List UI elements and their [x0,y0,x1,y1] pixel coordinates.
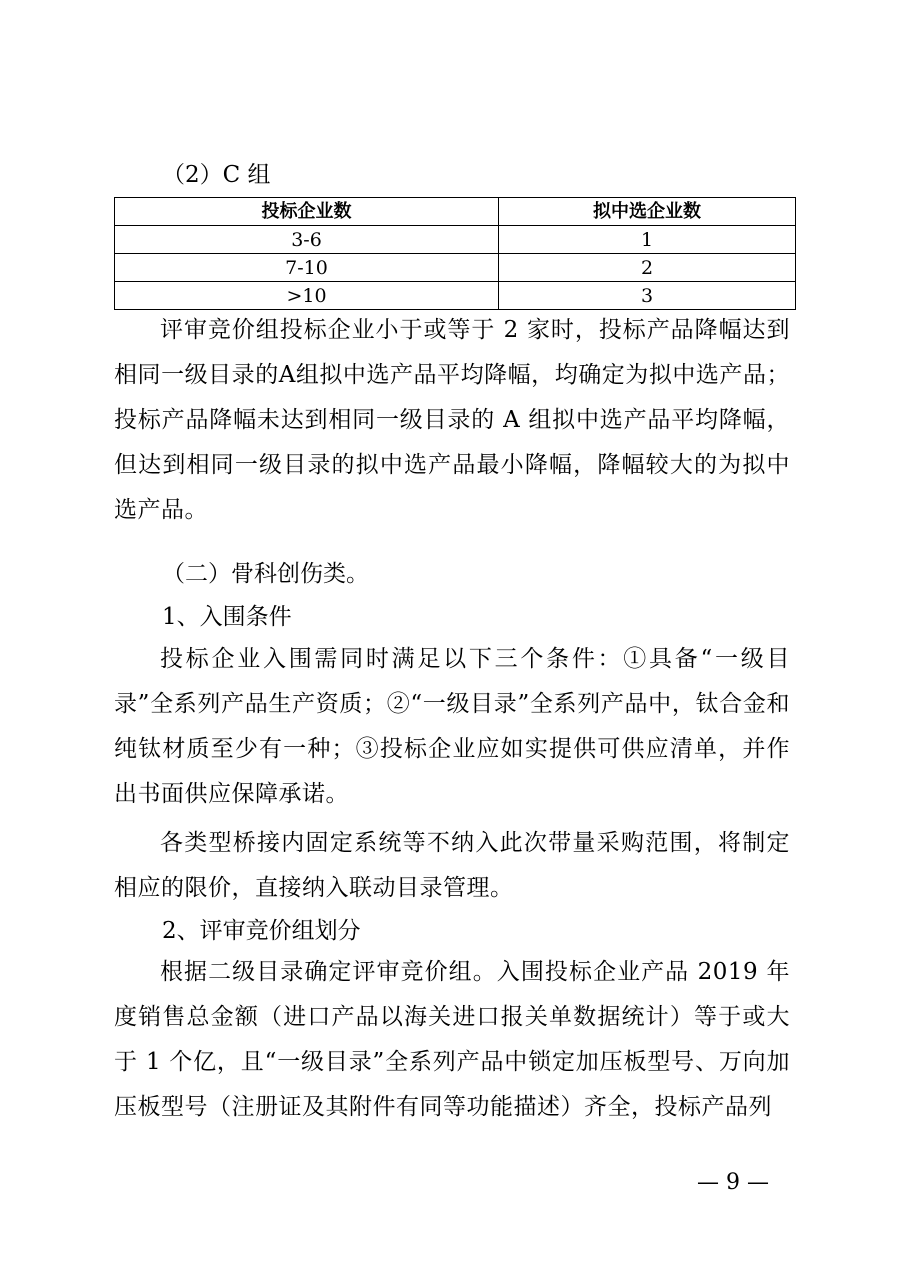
item-heading-entry-conditions: 1、入围条件 [162,604,292,630]
section-heading-orthopedic: （二）骨科创伤类。 [162,561,369,587]
table-cell: 1 [499,226,796,254]
paragraph-rule: 评审竞价组投标企业小于或等于 2 家时，投标产品降幅达到相同一级目录的A组拟中选产品平均降幅，均确定为拟中选产品；投标产品降幅未达到相同一级目录的 A 组拟中选产品平均降幅，但达到相同一级目录的拟中选产品最小降幅，降幅较大的为拟中选产品。 [114,317,790,523]
table-cell: 7-10 [115,254,499,282]
table-row [115,254,796,282]
item-heading-grouping: 2、评审竞价组划分 [162,918,361,944]
paragraph-grouping: 根据二级目录确定评审竞价组。入围投标企业产品 2019 年度销售总金额（进口产品以海关进口报关单数据统计）等于或大于 1 个亿，且“一级目录”全系列产品中锁定加压板型号、万向加压板型号（注册证及其附件有同等功能描述）齐全，投标产品列 [114,959,790,1120]
c-group-table [114,197,796,310]
paragraph-conditions: 投标企业入围需同时满足以下三个条件：①具备“一级目录”全系列产品生产资质；②“一级目录”全系列产品中，钛合金和纯钛材质至少有一种；③投标企业应如实提供可供应清单，并作出书面供应保障承诺。 [114,646,790,807]
table-row [115,282,796,310]
table-cell: 3 [499,282,796,310]
table-header-cell: 拟中选企业数 [499,198,796,226]
page-number: — 9 — [697,1170,769,1195]
page-number-row [0,1170,900,1195]
table-row [115,226,796,254]
table-header-cell: 投标企业数 [115,198,499,226]
table-cell: >10 [115,282,499,310]
table-cell: 3-6 [115,226,499,254]
heading-c-group: （2）C 组 [162,162,271,188]
table-cell: 2 [499,254,796,282]
table-header-row [115,198,796,226]
paragraph-bridge: 各类型桥接内固定系统等不纳入此次带量采购范围，将制定相应的限价，直接纳入联动目录管理。 [114,830,790,901]
